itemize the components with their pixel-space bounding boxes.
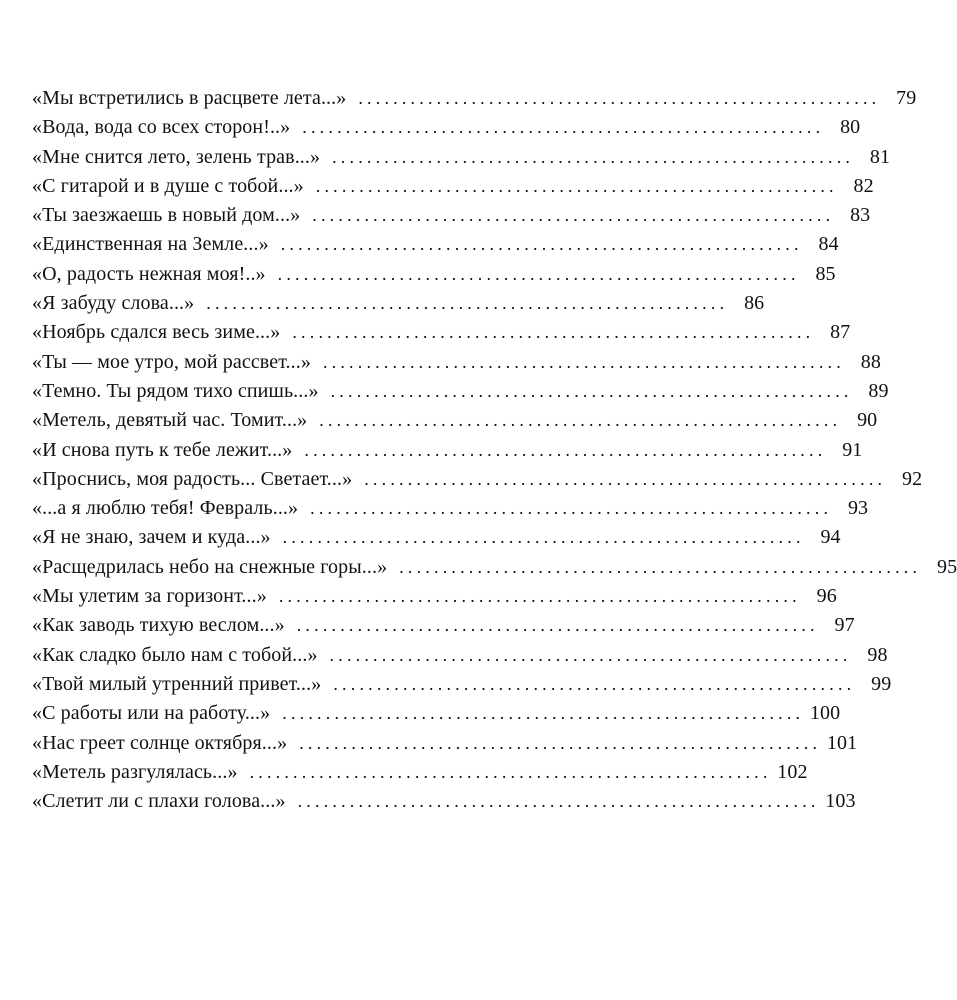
toc-entry-title: «Нас греет солнце октября...» (32, 731, 288, 754)
toc-entry-title: «О, радость нежная моя!..» (32, 262, 266, 285)
toc-entry-page: 102 (777, 760, 808, 783)
toc-leader-dots: ............................................................ (310, 498, 833, 519)
toc-entry (32, 585, 837, 614)
toc-entry-title: «Метель, девятый час. Томит...» (32, 409, 308, 432)
toc-leader-dots: ............................................................ (299, 732, 822, 753)
table-of-contents (32, 87, 957, 819)
toc-entry-title: «Расщедрилась небо на снежные горы...» (32, 555, 388, 578)
toc-entry-page: 101 (826, 731, 858, 754)
toc-leader-dots: ............................................................ (249, 761, 772, 782)
toc-leader-dots: ............................................................ (296, 615, 819, 636)
toc-leader-dots: ............................................................ (280, 234, 803, 255)
toc-entry-page: 98 (867, 643, 888, 666)
toc-leader-dots: ............................................................ (297, 791, 820, 812)
toc-entry (32, 497, 869, 526)
toc-entry-page: 85 (815, 262, 836, 285)
toc-entry-title: «Как сладко было нам с тобой...» (32, 643, 318, 666)
toc-entry (32, 702, 841, 731)
toc-entry (32, 116, 861, 145)
toc-entry-page: 93 (847, 497, 869, 520)
toc-entry-title: «Как заводь тихую веслом...» (32, 614, 285, 637)
toc-entry (32, 350, 881, 380)
toc-entry (32, 438, 863, 468)
toc-entry-page: 87 (830, 321, 851, 344)
toc-entry-page: 86 (744, 292, 765, 315)
toc-entry (32, 379, 889, 409)
toc-entry (32, 409, 878, 438)
toc-entry-page: 91 (842, 438, 863, 461)
toc-leader-dots: ............................................................ (322, 351, 845, 372)
toc-entry (32, 204, 871, 233)
toc-leader-dots: ............................................................ (330, 380, 853, 401)
toc-entry-page: 83 (850, 204, 871, 227)
toc-entry-page: 79 (896, 87, 917, 109)
toc-leader-dots: ............................................................ (312, 205, 835, 226)
toc-entry (32, 672, 892, 702)
toc-entry (32, 321, 851, 350)
toc-entry-page: 89 (868, 379, 889, 402)
toc-entry-page: 99 (871, 672, 892, 695)
toc-entry-title: «Мы встретились в расцвете лета...» (32, 87, 347, 109)
toc-entry-title: «Темно. Ты рядом тихо спишь...» (32, 379, 319, 402)
toc-entry-page: 88 (860, 350, 881, 373)
toc-entry-page: 84 (818, 233, 839, 256)
toc-entry (32, 145, 891, 175)
toc-entry-title: «Метель разгулялась...» (32, 760, 238, 783)
toc-entry-page: 97 (834, 614, 855, 637)
toc-leader-dots: ............................................................ (329, 644, 852, 665)
toc-entry-title: «Мне снится лето, зелень трав...» (32, 145, 321, 168)
toc-entry-title: «Ты — мое утро, мой рассвет...» (32, 350, 311, 373)
toc-entry-title: «Я забуду слова...» (32, 292, 195, 315)
toc-leader-dots: ............................................................ (206, 293, 729, 314)
toc-entry (32, 262, 836, 292)
toc-leader-dots: ............................................................ (399, 556, 922, 577)
toc-entry-title: «Слетит ли с плахи голова...» (32, 790, 286, 813)
toc-entry (32, 790, 856, 819)
toc-entry (32, 233, 839, 262)
toc-entry (32, 760, 808, 790)
toc-entry-page: 92 (902, 467, 923, 490)
toc-entry-page: 100 (809, 702, 841, 725)
toc-entry (32, 467, 923, 497)
toc-entry (32, 526, 841, 555)
toc-entry-page: 96 (816, 585, 837, 608)
toc-entry (32, 87, 917, 116)
toc-entry-title: «С гитарой и в душе с тобой...» (32, 174, 304, 197)
toc-entry-title: «Вода, вода со всех сторон!..» (32, 116, 291, 139)
toc-entry (32, 731, 858, 761)
toc-entry-title: «Твой милый утренний привет...» (32, 672, 322, 695)
toc-entry (32, 174, 874, 204)
toc-entry-title: «Ноябрь сдался весь зиме...» (32, 321, 281, 344)
toc-entry (32, 643, 888, 673)
toc-entry-page: 94 (820, 526, 841, 549)
toc-leader-dots: ............................................................ (315, 175, 838, 196)
toc-entry-page: 103 (825, 790, 856, 813)
toc-entry-title: «И снова путь к тебе лежит...» (32, 438, 293, 461)
toc-entry (32, 292, 765, 321)
toc-leader-dots: ............................................................ (364, 468, 887, 489)
toc-entry-title: «С работы или на работу...» (32, 702, 271, 725)
toc-leader-dots: ............................................................ (282, 527, 805, 548)
toc-entry-title: «Я не знаю, зачем и куда...» (32, 526, 271, 549)
toc-entry-page: 90 (857, 409, 878, 432)
toc-entry-title: «Мы улетим за горизонт...» (32, 585, 267, 608)
toc-entry-title: «Единственная на Земле...» (32, 233, 269, 256)
toc-entry-page: 95 (937, 555, 957, 578)
toc-entry-page: 82 (853, 174, 874, 197)
toc-leader-dots: ............................................................ (292, 322, 815, 343)
toc-entry-title: «Ты заезжаешь в новый дом...» (32, 204, 301, 227)
toc-entry-title: «...а я люблю тебя! Февраль...» (32, 497, 299, 520)
toc-entry-page: 80 (840, 116, 861, 139)
toc-leader-dots: ............................................................ (302, 117, 825, 138)
toc-leader-dots: ............................................................ (278, 586, 801, 607)
toc-leader-dots: ............................................................ (282, 703, 805, 724)
toc-entry (32, 555, 957, 585)
toc-leader-dots: ............................................................ (277, 263, 800, 284)
toc-entry-page: 81 (869, 145, 891, 168)
toc-entry (32, 614, 855, 643)
toc-leader-dots: ............................................................ (304, 439, 827, 460)
toc-leader-dots: ............................................................ (358, 88, 881, 108)
toc-leader-dots: ............................................................ (319, 410, 842, 431)
toc-leader-dots: ............................................................ (332, 146, 855, 167)
toc-entry-title: «Проснись, моя радость... Светает...» (32, 467, 353, 490)
toc-leader-dots: ............................................................ (333, 673, 856, 694)
